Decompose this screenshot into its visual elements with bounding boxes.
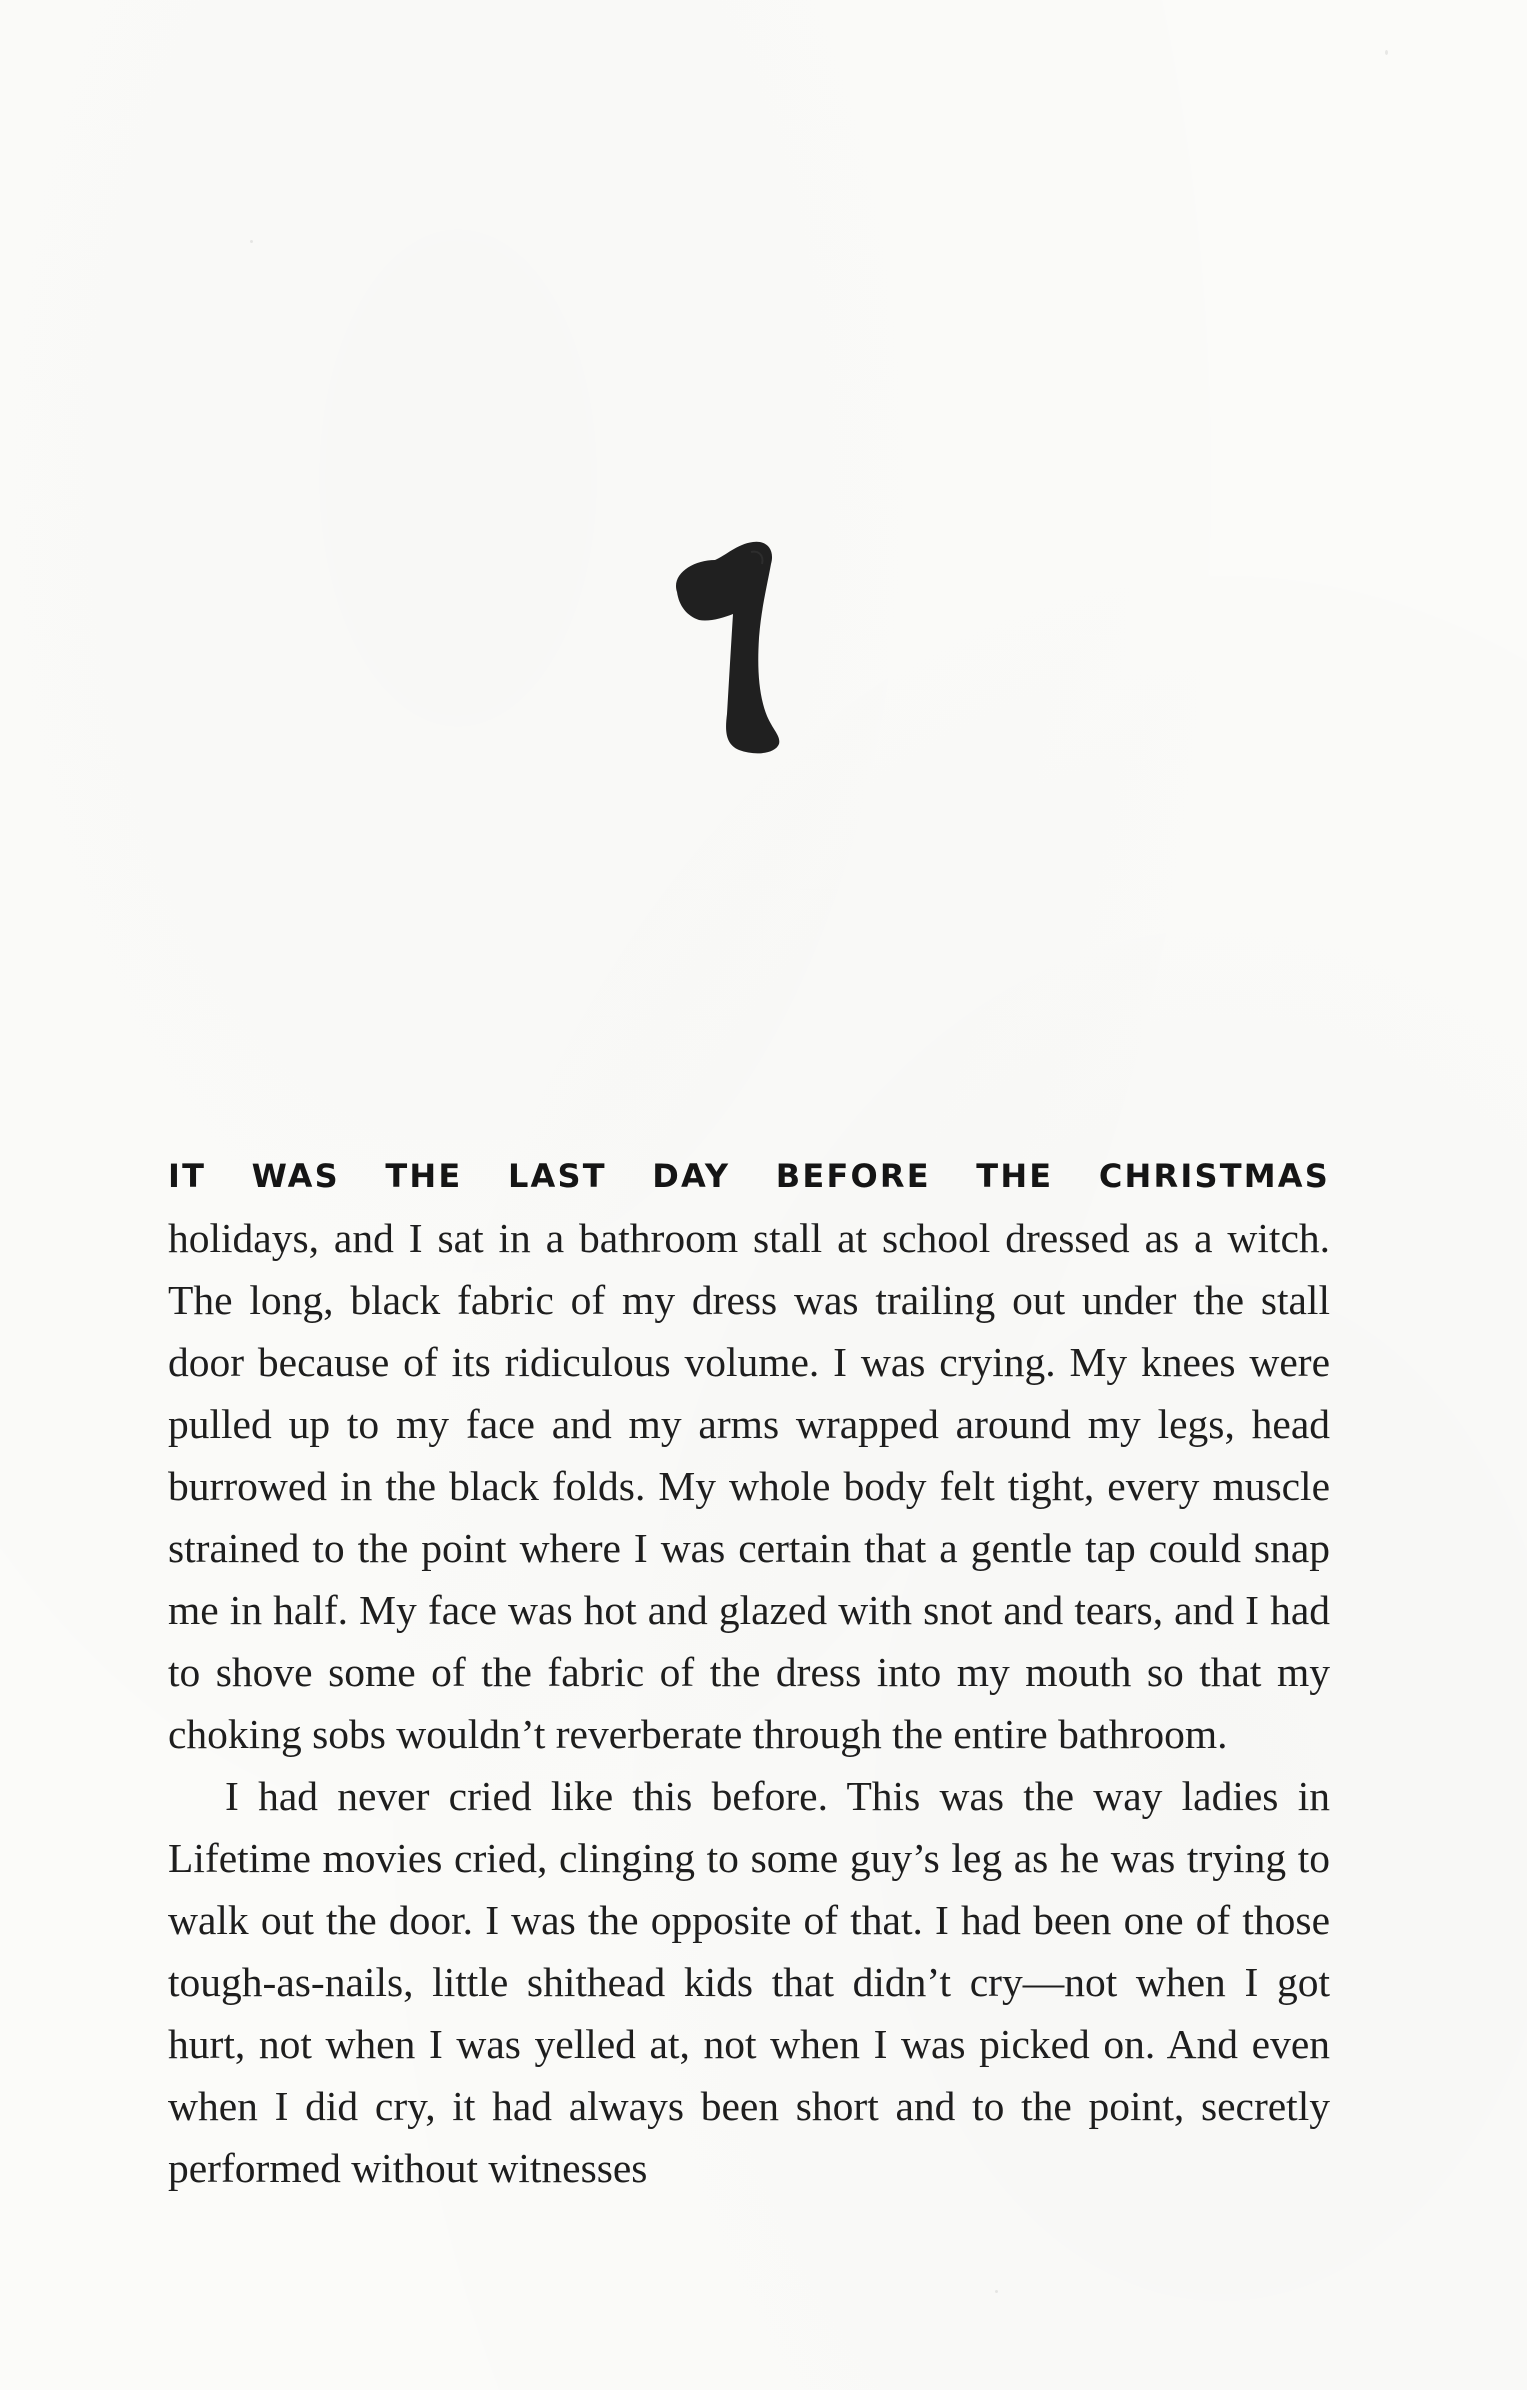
paragraph-1-text: holidays, and I sat in a bathroom stall at school dressed as a witch. The long, black fabric of my dress was trailing out under the stall door because of its ridiculous volume. I was crying. My knees were pulled up to my face and my arms wrapped around my legs, head burrowed in the black folds. My whole body felt tight, every muscle strained to the point where I was certain that a gentle tap could snap me in half. My face was hot and glazed with snot and tears, and I had to shove some of the fabric of the dress into my mouth so that my choking sobs wouldn’t reverberate through the entire bathroom. xyxy=(168,1215,1330,1757)
chapter-body xyxy=(168,1145,1330,2199)
chapter-number-glyph xyxy=(663,530,803,770)
paragraph-1 xyxy=(168,1145,1330,1765)
chapter-number xyxy=(663,530,803,770)
paper-speck xyxy=(1385,50,1388,55)
paragraph-2: I had never cried like this before. This was the way ladies in Lifetime movies cried, clinging to some guy’s leg as he was trying to walk out the door. I was the opposite of that. I had been one of those tough-as-nails, little shithead kids that didn’t cry—not when I got hurt, not when I was yelled at, not when I was picked on. And even when I did cry, it had always been short and to the point, secretly performed without witnesses xyxy=(168,1773,1330,2191)
lead-in-caps: IT WAS THE LAST DAY BEFORE THE CHRISTMAS xyxy=(168,1157,1330,1195)
paper-speck xyxy=(250,240,253,243)
paper-speck xyxy=(995,2290,998,2293)
